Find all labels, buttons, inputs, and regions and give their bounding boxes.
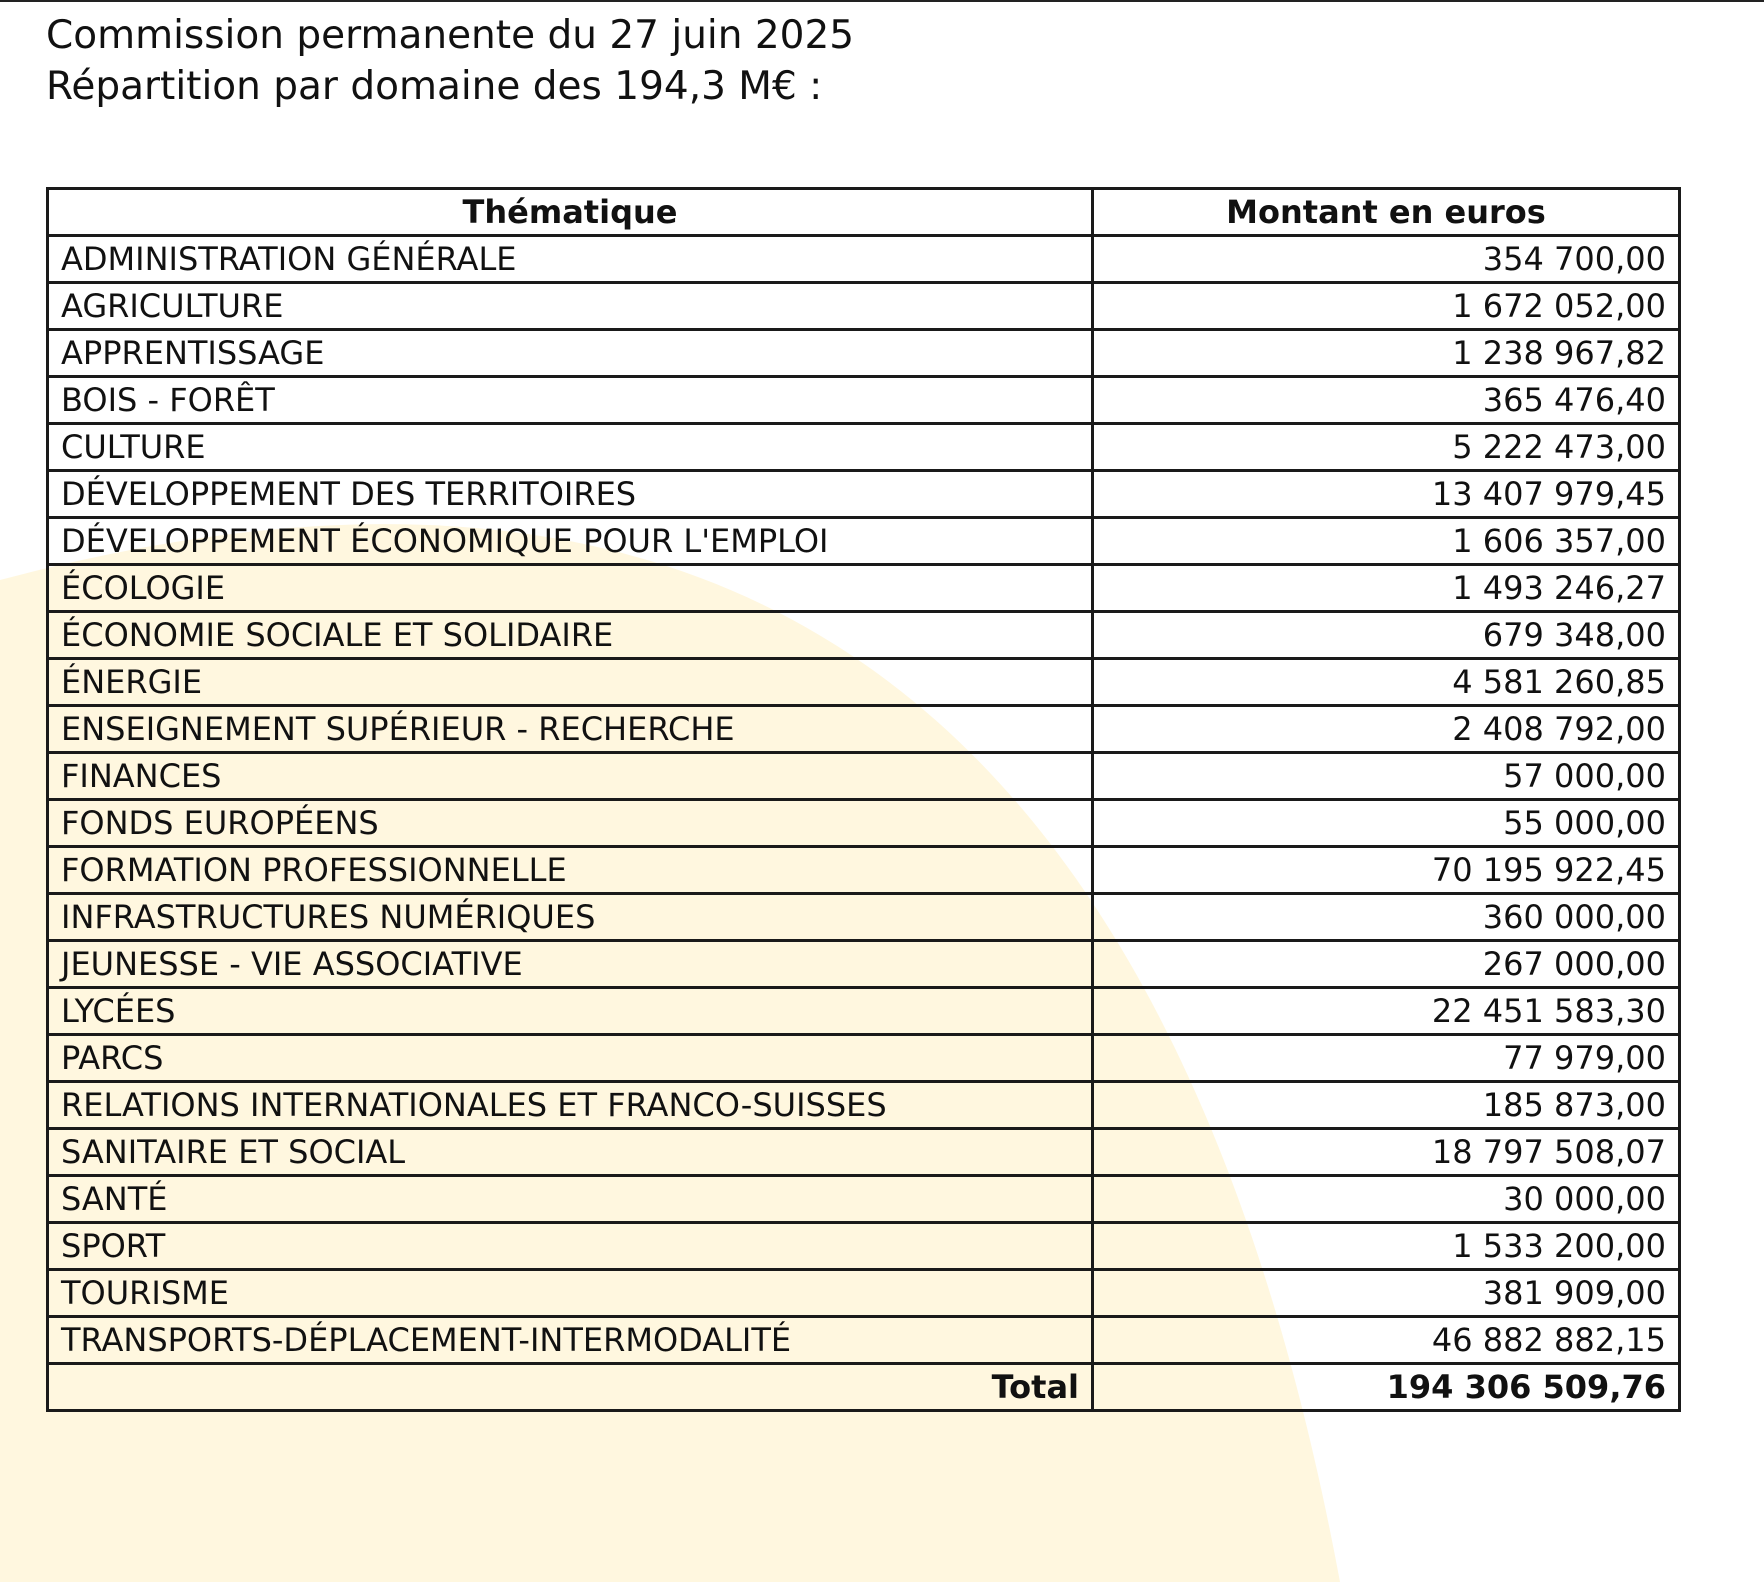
row-montant: 5 222 473,00 [1093,424,1680,471]
row-montant: 354 700,00 [1093,236,1680,283]
row-thematique: FINANCES [48,753,1093,800]
row-thematique: ÉCONOMIE SOCIALE ET SOLIDAIRE [48,612,1093,659]
table-row [48,753,1680,800]
heading-line-1: Commission permanente du 27 juin 2025 [46,13,855,58]
table-row [48,1176,1680,1223]
row-montant: 365 476,40 [1093,377,1680,424]
row-montant: 1 238 967,82 [1093,330,1680,377]
row-thematique: LYCÉES [48,988,1093,1035]
row-montant: 4 581 260,85 [1093,659,1680,706]
row-thematique: TOURISME [48,1270,1093,1317]
heading-line-2: Répartition par domaine des 194,3 M€ : [46,64,823,109]
table-row [48,800,1680,847]
row-thematique: INFRASTRUCTURES NUMÉRIQUES [48,894,1093,941]
row-thematique: BOIS - FORÊT [48,377,1093,424]
row-montant: 55 000,00 [1093,800,1680,847]
row-thematique: ENSEIGNEMENT SUPÉRIEUR - RECHERCHE [48,706,1093,753]
row-thematique: SANTÉ [48,1176,1093,1223]
row-thematique: CULTURE [48,424,1093,471]
table-row [48,894,1680,941]
row-montant: 1 533 200,00 [1093,1223,1680,1270]
row-thematique: FONDS EUROPÉENS [48,800,1093,847]
row-thematique: AGRICULTURE [48,283,1093,330]
table-row [48,988,1680,1035]
table-row [48,941,1680,988]
table-row [48,1317,1680,1364]
table-row [48,330,1680,377]
total-label: Total [48,1364,1093,1411]
table-row [48,1129,1680,1176]
row-thematique: DÉVELOPPEMENT ÉCONOMIQUE POUR L'EMPLOI [48,518,1093,565]
table-row [48,518,1680,565]
row-montant: 13 407 979,45 [1093,471,1680,518]
row-montant: 679 348,00 [1093,612,1680,659]
table-row [48,1223,1680,1270]
row-montant: 1 493 246,27 [1093,565,1680,612]
row-thematique: ADMINISTRATION GÉNÉRALE [48,236,1093,283]
row-thematique: SPORT [48,1223,1093,1270]
row-thematique: PARCS [48,1035,1093,1082]
table-row [48,377,1680,424]
table-row [48,471,1680,518]
row-montant: 22 451 583,30 [1093,988,1680,1035]
table-row [48,1270,1680,1317]
table-row [48,1035,1680,1082]
table-row [48,565,1680,612]
column-header-thematique: Thématique [48,189,1093,236]
row-montant: 2 408 792,00 [1093,706,1680,753]
row-montant: 77 979,00 [1093,1035,1680,1082]
row-montant: 267 000,00 [1093,941,1680,988]
row-thematique: DÉVELOPPEMENT DES TERRITOIRES [48,471,1093,518]
table-row [48,706,1680,753]
row-thematique: ÉNERGIE [48,659,1093,706]
table-row [48,283,1680,330]
table-row [48,612,1680,659]
row-thematique: TRANSPORTS-DÉPLACEMENT-INTERMODALITÉ [48,1317,1093,1364]
row-thematique: FORMATION PROFESSIONNELLE [48,847,1093,894]
row-thematique: RELATIONS INTERNATIONALES ET FRANCO-SUISSES [48,1082,1093,1129]
row-thematique: JEUNESSE - VIE ASSOCIATIVE [48,941,1093,988]
row-montant: 360 000,00 [1093,894,1680,941]
row-montant: 70 195 922,45 [1093,847,1680,894]
table-row [48,236,1680,283]
table-body [48,236,1680,1364]
total-amount: 194 306 509,76 [1093,1364,1680,1411]
row-montant: 30 000,00 [1093,1176,1680,1223]
row-montant: 18 797 508,07 [1093,1129,1680,1176]
table-row [48,847,1680,894]
row-montant: 1 606 357,00 [1093,518,1680,565]
row-thematique: ÉCOLOGIE [48,565,1093,612]
row-montant: 381 909,00 [1093,1270,1680,1317]
row-montant: 57 000,00 [1093,753,1680,800]
row-thematique: APPRENTISSAGE [48,330,1093,377]
column-header-montant: Montant en euros [1093,189,1680,236]
row-montant: 185 873,00 [1093,1082,1680,1129]
page-heading [46,10,854,112]
total-row [48,1364,1680,1411]
table-header-row [48,189,1680,236]
row-montant: 46 882 882,15 [1093,1317,1680,1364]
row-thematique: SANITAIRE ET SOCIAL [48,1129,1093,1176]
table-row [48,659,1680,706]
table-row [48,1082,1680,1129]
budget-table [46,187,1681,1412]
table-row [48,424,1680,471]
row-montant: 1 672 052,00 [1093,283,1680,330]
